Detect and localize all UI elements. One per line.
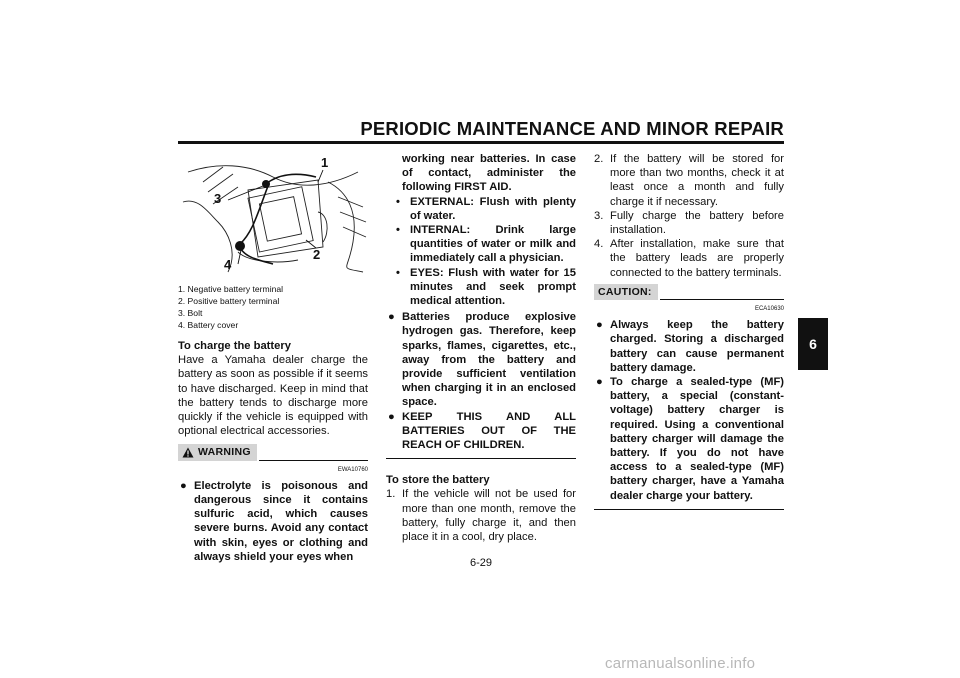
battery-figure <box>178 152 368 277</box>
bullet-icon: ● <box>180 479 187 492</box>
caption-negative-terminal: 1. Negative battery terminal <box>178 284 284 294</box>
warning-list-part2 <box>386 310 576 452</box>
warning-ref-code: EWA10760 <box>337 466 368 473</box>
bullet-icon: ● <box>388 311 395 324</box>
caution-item: ● Always keep the battery charged. Storing a discharged battery can cause permanent battery damage. <box>596 319 784 374</box>
store-step: 2. If the battery will be stored for more than two months, check it at least once a month and fully charge it if necessary. <box>594 153 784 208</box>
column-right <box>594 152 784 510</box>
warning-item: ● Batteries produce explosive hydrogen gas. Therefore, keep sparks, flames, cigarettes, etc., away from the battery and provide sufficient ventilation when charging it in an enclosed space. <box>388 311 576 409</box>
battery-illustration <box>178 152 368 277</box>
charge-section-title: To charge the battery <box>178 340 291 352</box>
callout-1: 1 <box>321 155 329 170</box>
first-aid-item: • EXTERNAL: Flush with plenty of water. <box>396 195 576 222</box>
warning-label-line <box>259 460 368 461</box>
warning-label <box>178 444 257 460</box>
column-middle <box>386 152 576 544</box>
first-aid-item: • EYES: Flush with water for 15 minutes and seek prompt medical attention. <box>396 266 576 308</box>
warning-item: ● KEEP THIS AND ALL BATTERIES OUT OF THE REACH OF CHILDREN. <box>388 410 576 452</box>
caution-list <box>594 318 784 503</box>
bullet-icon: ● <box>388 410 395 423</box>
column-left <box>178 152 368 564</box>
warning-label-text: WARNING <box>198 446 251 459</box>
first-aid-list <box>386 195 576 309</box>
caution-item: ● To charge a sealed-type (MF) battery, a special (constant-voltage) battery charger is required. Using a conventional battery charger will damage the battery. If you do not have access to a sealed-type (MF) battery charger, have a Yamaha dealer charge your battery. <box>596 376 784 502</box>
store-step: 1. If the vehicle will not be used for more than one month, remove the battery, fully charge it, and then place it in a cool, dry place. <box>386 488 576 544</box>
first-aid-item: • INTERNAL: Drink large quantities of water or milk and immediately call a physician. <box>396 224 576 265</box>
warning-triangle-icon <box>182 447 194 458</box>
page-header-title: PERIODIC MAINTENANCE AND MINOR REPAIR <box>360 118 784 139</box>
watermark: carmanualsonline.info <box>605 655 756 672</box>
header-rule <box>178 141 784 144</box>
callout-2: 2 <box>313 247 321 262</box>
bullet-icon: ● <box>596 376 603 389</box>
caption-battery-cover: 4. Battery cover <box>178 320 239 330</box>
charge-body: Have a Yamaha dealer charge the battery as soon as possible if it seems to have discharged. Keep in mind that the battery tends to discharge more quickly if the vehicle is equipped with optional electrical accessories. <box>178 354 368 438</box>
caution-end-rule <box>594 509 784 510</box>
store-steps-part2 <box>594 152 784 280</box>
warning-item: ● Electrolyte is poisonous and dangerous since it contains sulfuric acid, which causes severe burns. Avoid any contact with skin, eyes or clothing and always shield your eyes when <box>180 479 368 563</box>
store-step: 4. After installation, make sure that the battery leads are properly connected to the battery terminals. <box>594 238 784 279</box>
callout-4: 4 <box>224 257 232 272</box>
warning-item-continued: working near batteries. In case of contact, administer the following FIRST AID. <box>402 153 576 194</box>
store-steps-part1 <box>386 487 576 544</box>
caution-ref-code: ECA10630 <box>754 306 784 313</box>
caution-label-line <box>660 299 784 300</box>
figure-captions <box>178 283 368 331</box>
warning-end-rule <box>386 458 576 459</box>
store-section-title: To store the battery <box>386 474 490 487</box>
page-number: 6-29 <box>470 557 493 569</box>
caution-label: CAUTION: <box>594 284 658 300</box>
warning-list-part1 <box>178 479 368 564</box>
bullet-icon: ● <box>596 319 603 332</box>
callout-3: 3 <box>214 191 222 206</box>
caption-bolt: 3. Bolt <box>178 308 203 318</box>
chapter-tab: 6 <box>798 318 828 370</box>
store-step: 3. Fully charge the battery before installation. <box>594 209 784 237</box>
caption-positive-terminal: 2. Positive battery terminal <box>178 296 280 306</box>
caution-label-row <box>594 284 784 300</box>
warning-label-row <box>178 444 368 460</box>
